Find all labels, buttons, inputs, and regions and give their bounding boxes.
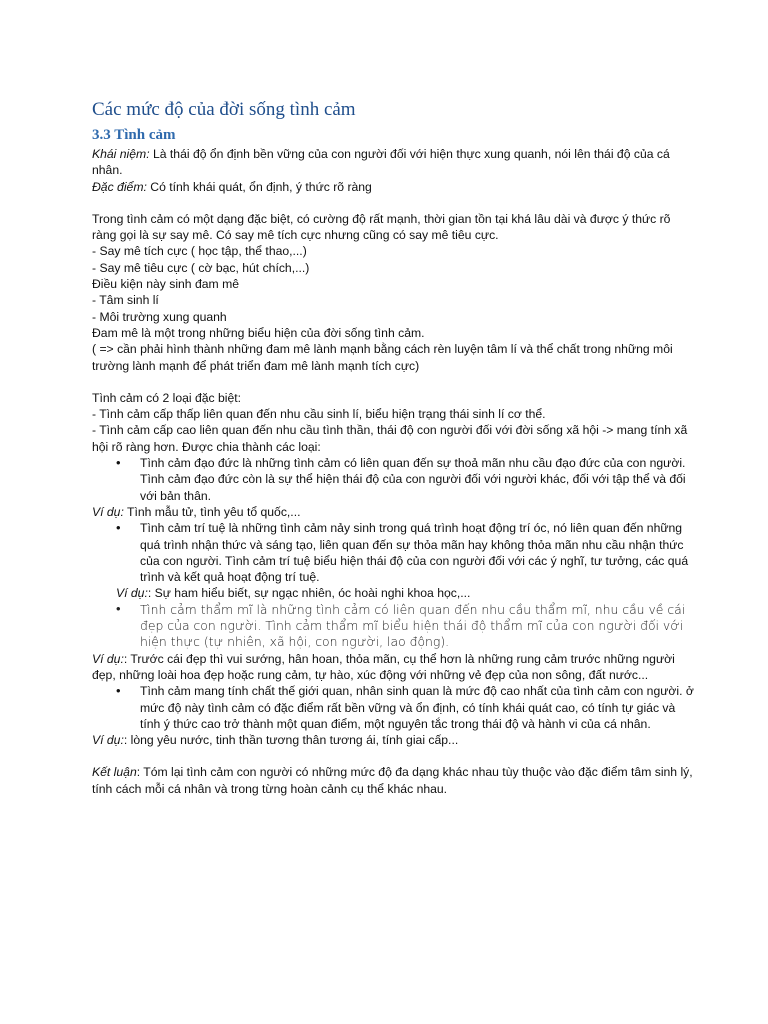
- environment-line: - Môi trường xung quanh: [92, 309, 227, 324]
- definition-label: Khái niệm:: [92, 147, 150, 161]
- example-label: Ví dụ:: [92, 651, 124, 666]
- spacer: [92, 374, 698, 390]
- spacer: [92, 195, 698, 211]
- passion-note-line: ( => cần phải hình thành những đam mê lành mạnh bằng cách rèn luyện tâm lí và thể chất trong những môi trường lành mạnh để phát triển đam mê lành mạnh tích cực): [92, 342, 673, 373]
- aesthetic-emotion-item: • Tình cảm thẩm mĩ là những tình cảm có liên quan đến nhu cầu thẩm mĩ, nhu cầu về cái đẹp của con người. Tình cảm thẩm mĩ biểu hiện thái độ thẩm mĩ của con người đối với hiện thực (tự nhiên, xã hội, con người, lao động).: [140, 602, 698, 651]
- passion-paragraph: Trong tình cảm có một dạng đặc biệt, có cường độ rất mạnh, thời gian tồn tại khá lâu dài và được ý thức rõ ràng gọi là sự say mê. Có say mê tích cực nhưng cũng có say mê tiêu cực.: [92, 211, 671, 243]
- special-types-line: Tình cảm có 2 loại đặc biệt:: [92, 390, 242, 405]
- aesthetic-example-line: [92, 651, 698, 684]
- example-label: Ví dụ:: [92, 504, 124, 519]
- passion-expression-line: Đam mê là một trong những biểu hiện của đời sống tình cảm.: [92, 325, 425, 340]
- example-label: Ví dụ:: [116, 586, 148, 601]
- passion-conditions-line: Điều kiện này sinh đam mê: [92, 277, 239, 292]
- section-heading: 3.3 Tình cảm: [92, 127, 176, 143]
- aesthetic-example-text: : Trước cái đẹp thì vui sướng, hân hoan, thỏa mãn, cụ thể hơn là những rung cảm trước những người đẹp, những loài hoa đẹp hoặc rung cảm, tự hào, xúc động với những vẻ đẹp của non sông, đất nước...: [92, 651, 675, 682]
- definition-paragraph: [92, 146, 698, 179]
- emotion-types-list: [92, 520, 698, 585]
- worldview-emotion-item: • Tình cảm mang tính chất thế giới quan, nhân sinh quan là mức độ cao nhất của tình cảm con người. ở mức độ này tình cảm có đặc điểm rất bền vững và ổn định, có tính khái quát cao, có tính tự giác và tính ý thức cao trở thành một quan điểm, một nguyên tắc trong thái độ và hành vi của cá nhân.: [140, 683, 698, 732]
- document-title: Các mức độ của đời sống tình cảm: [92, 99, 356, 120]
- intellectual-example-text: : Sự ham hiểu biết, sự ngạc nhiên, óc hoài nghi khoa học,...: [147, 586, 471, 601]
- characteristic-label: Đặc điểm:: [92, 179, 147, 194]
- conclusion-label: Kết luận: [92, 765, 137, 780]
- emotion-types-list: [92, 602, 698, 651]
- intellectual-example-line: [92, 585, 698, 601]
- spacer: [92, 748, 698, 764]
- characteristic-paragraph: [92, 179, 698, 195]
- high-level-emotion-line: - Tình cảm cấp cao liên quan đến nhu cầu tình thần, thái độ con người đối với đời sống xã hội -> mang tính xã hội rõ ràng hơn. Được chia thành các loại:: [92, 423, 688, 454]
- psychophysiology-line: - Tâm sinh lí: [92, 293, 159, 308]
- negative-passion-line: - Say mê tiêu cực ( cờ bạc, hút chích,...): [92, 260, 310, 275]
- worldview-example-line: [92, 732, 698, 748]
- intellectual-emotion-item: • Tình cảm trí tuệ là những tình cảm nảy sinh trong quá trình hoạt động trí óc, nó liên quan đến những quá trình nhận thức và sáng tạo, liên quan đến sự thỏa mãn hay không thỏa mãn nhu cầu nhận thức của con người. Tình cảm trí tuệ biểu hiện thái độ của con người đối với các ý nghĩ, tư tưởng, các quá trình và kết quả hoạt động trí tuệ.: [140, 520, 698, 585]
- example-label: Ví dụ:: [92, 733, 124, 748]
- characteristic-text: Có tính khái quát, ổn định, ý thức rõ ràng: [146, 179, 372, 194]
- low-level-emotion-line: - Tình cảm cấp thấp liên quan đến nhu cầu sinh lí, biểu hiện trạng thái sinh lí cơ thể.: [92, 407, 546, 422]
- moral-emotion-item: • Tình cảm đạo đức là những tình cảm có liên quan đến sự thoả mãn nhu cầu đạo đức của con người. Tình cảm đạo đức còn là sự thể hiện thái độ của con người đối với người khác, đối với tập thể và đối với bản thân.: [140, 455, 698, 504]
- moral-example-text: Tình mẫu tử, tình yêu tổ quốc,...: [123, 504, 301, 519]
- emotion-types-list: [92, 455, 698, 504]
- definition-text: Là thái độ ổn định bền vững của con người đối với hiện thực xung quanh, nói lên thái độ của cá nhân.: [92, 147, 670, 178]
- conclusion-paragraph: [92, 764, 698, 797]
- moral-example-line: [92, 504, 698, 520]
- positive-passion-line: - Say mê tích cực ( học tập, thể thao,...): [92, 244, 307, 259]
- conclusion-text: : Tóm lại tình cảm con người có những mức độ đa dạng khác nhau tùy thuộc vào đặc điểm tâm sinh lý, tính cách mỗi cá nhân và trong từng hoàn cảnh cụ thể khác nhau.: [92, 765, 693, 796]
- worldview-example-text: : lòng yêu nước, tinh thần tương thân tương ái, tính giai cấp...: [123, 733, 459, 748]
- emotion-types-list: [92, 683, 698, 732]
